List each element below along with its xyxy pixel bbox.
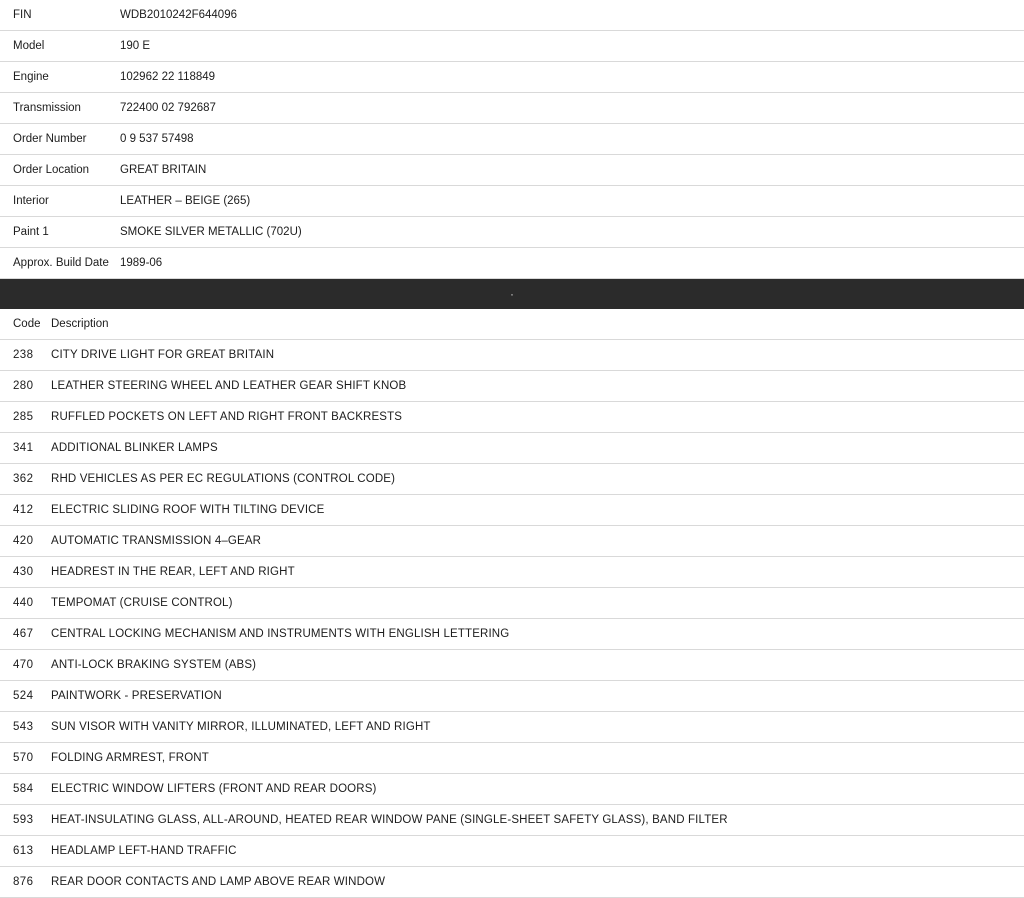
description-cell: PAINTWORK - PRESERVATION <box>51 690 222 702</box>
table-row <box>0 124 1024 155</box>
table-row <box>0 0 1024 31</box>
table-row <box>0 588 1024 619</box>
section-separator-bar <box>0 279 1024 309</box>
code-cell: 412 <box>13 504 34 516</box>
description-cell: HEADREST IN THE REAR, LEFT AND RIGHT <box>51 566 295 578</box>
table-row <box>0 186 1024 217</box>
code-cell: 470 <box>13 659 34 671</box>
column-header-code: Code <box>13 318 41 330</box>
table-row <box>0 371 1024 402</box>
code-cell: 613 <box>13 845 34 857</box>
description-cell: RHD VEHICLES AS PER EC REGULATIONS (CONTROL CODE) <box>51 473 396 485</box>
table-row <box>0 557 1024 588</box>
table-row <box>0 495 1024 526</box>
spec-label: Engine <box>13 71 49 83</box>
table-row <box>0 712 1024 743</box>
table-row <box>0 774 1024 805</box>
spec-label: Transmission <box>13 102 81 114</box>
description-cell: REAR DOOR CONTACTS AND LAMP ABOVE REAR WINDOW <box>51 876 386 888</box>
option-codes-table <box>0 309 1024 898</box>
code-cell: 467 <box>13 628 34 640</box>
table-row <box>0 62 1024 93</box>
table-row <box>0 650 1024 681</box>
table-row <box>0 526 1024 557</box>
code-cell: 570 <box>13 752 34 764</box>
spec-value: 722400 02 792687 <box>120 102 216 114</box>
spec-label: Order Location <box>13 164 90 176</box>
table-row <box>0 867 1024 898</box>
description-cell: CITY DRIVE LIGHT FOR GREAT BRITAIN <box>51 349 275 361</box>
spec-value: 102962 22 118849 <box>120 71 216 83</box>
description-cell: ANTI-LOCK BRAKING SYSTEM (ABS) <box>51 659 257 671</box>
spec-label: Order Number <box>13 133 87 145</box>
description-cell: HEAT-INSULATING GLASS, ALL-AROUND, HEATED REAR WINDOW PANE (SINGLE-SHEET SAFETY GLASS), BAND FILTER <box>51 814 728 826</box>
description-cell: ELECTRIC SLIDING ROOF WITH TILTING DEVICE <box>51 504 325 516</box>
spec-label: Approx. Build Date <box>13 257 109 269</box>
table-row <box>0 402 1024 433</box>
table-row <box>0 743 1024 774</box>
description-cell: RUFFLED POCKETS ON LEFT AND RIGHT FRONT BACKRESTS <box>51 411 403 423</box>
table-row <box>0 433 1024 464</box>
column-header-description: Description <box>51 318 109 330</box>
code-cell: 524 <box>13 690 34 702</box>
table-row <box>0 805 1024 836</box>
table-row <box>0 681 1024 712</box>
table-row <box>0 31 1024 62</box>
description-cell: LEATHER STEERING WHEEL AND LEATHER GEAR SHIFT KNOB <box>51 380 407 392</box>
spec-label: Interior <box>13 195 49 207</box>
code-cell: 584 <box>13 783 34 795</box>
separator-dot: · <box>510 287 514 301</box>
code-cell: 362 <box>13 473 34 485</box>
spec-value: 0 9 537 57498 <box>120 133 194 145</box>
code-cell: 430 <box>13 566 34 578</box>
table-row <box>0 836 1024 867</box>
spec-value: 190 E <box>120 40 151 52</box>
spec-label: FIN <box>13 9 32 21</box>
spec-value: SMOKE SILVER METALLIC (702U) <box>120 226 302 238</box>
vehicle-spec-table <box>0 0 1024 279</box>
description-cell: FOLDING ARMREST, FRONT <box>51 752 209 764</box>
code-cell: 285 <box>13 411 34 423</box>
description-cell: SUN VISOR WITH VANITY MIRROR, ILLUMINATED, LEFT AND RIGHT <box>51 721 431 733</box>
table-row <box>0 155 1024 186</box>
spec-value: GREAT BRITAIN <box>120 164 207 176</box>
description-cell: ADDITIONAL BLINKER LAMPS <box>51 442 218 454</box>
code-cell: 440 <box>13 597 34 609</box>
code-cell: 280 <box>13 380 34 392</box>
code-cell: 420 <box>13 535 34 547</box>
table-row <box>0 340 1024 371</box>
code-cell: 341 <box>13 442 34 454</box>
table-row <box>0 248 1024 279</box>
code-cell: 876 <box>13 876 34 888</box>
table-header-row <box>0 309 1024 340</box>
spec-label: Paint 1 <box>13 226 49 238</box>
code-cell: 593 <box>13 814 34 826</box>
spec-value: WDB2010242F644096 <box>120 9 237 21</box>
table-row <box>0 464 1024 495</box>
code-cell: 238 <box>13 349 34 361</box>
description-cell: HEADLAMP LEFT-HAND TRAFFIC <box>51 845 237 857</box>
description-cell: AUTOMATIC TRANSMISSION 4–GEAR <box>51 535 262 547</box>
spec-value: LEATHER – BEIGE (265) <box>120 195 251 207</box>
description-cell: CENTRAL LOCKING MECHANISM AND INSTRUMENTS WITH ENGLISH LETTERING <box>51 628 510 640</box>
spec-label: Model <box>13 40 45 52</box>
table-row <box>0 217 1024 248</box>
table-row <box>0 619 1024 650</box>
code-cell: 543 <box>13 721 34 733</box>
table-row <box>0 93 1024 124</box>
description-cell: TEMPOMAT (CRUISE CONTROL) <box>51 597 233 609</box>
spec-value: 1989-06 <box>120 257 163 269</box>
description-cell: ELECTRIC WINDOW LIFTERS (FRONT AND REAR DOORS) <box>51 783 377 795</box>
